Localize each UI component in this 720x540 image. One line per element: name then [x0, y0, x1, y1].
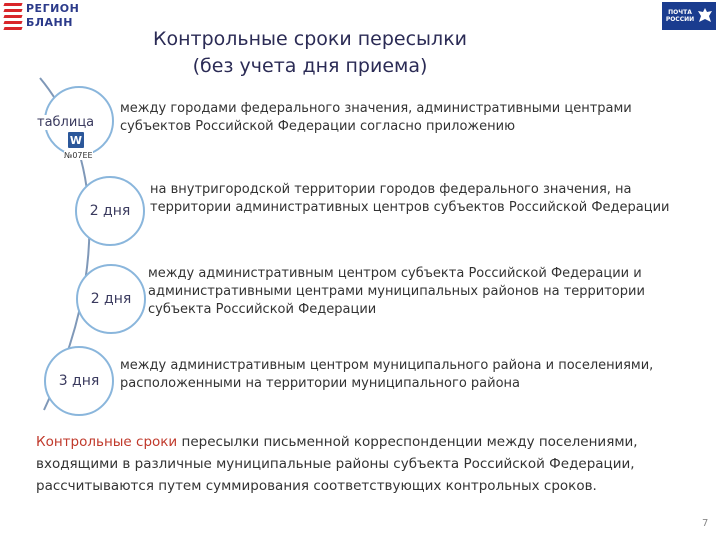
title-line1: Контрольные сроки пересылки: [152, 28, 468, 50]
word-document-icon[interactable]: W: [69, 133, 83, 147]
region-blank-logo: [4, 2, 80, 32]
item-text-3days: между административным центром муниципального района и поселениями, расположенными на территории муниципального района: [120, 358, 654, 391]
eagle-icon: [697, 6, 713, 26]
page-number: 7: [702, 518, 709, 529]
badge-2days-a-label: 2 дня: [89, 203, 131, 219]
badge-circle-3days: [44, 346, 114, 416]
pochta-rossii-logo: [662, 2, 716, 30]
badge-table-label: таблица: [37, 115, 95, 130]
item-text-2days-a: на внутригородской территории городов федерального значения, на территории административных центров субъектов Российской Федерации: [150, 182, 670, 215]
attachment-note: №07ЕЕ: [64, 151, 93, 160]
pochta-logo-line1: ПОЧТА: [668, 9, 692, 16]
badge-circle-table: [37, 86, 114, 160]
badge-circle-2days-a: [75, 176, 145, 246]
logo-line1: РЕГИОН: [26, 2, 80, 15]
item-text-2days-b: между административным центром субъекта Российской Федерации и административными центрами муниципальных районов на территории субъекта Российской Федерации: [148, 266, 645, 317]
footer-highlight: Контрольные сроки: [36, 434, 178, 450]
badge-2days-b-label: 2 дня: [90, 291, 132, 307]
footer-note: [36, 431, 716, 497]
page-title: [150, 26, 470, 80]
badge-circle-2days-b: [76, 264, 146, 334]
badge-3days-label: 3 дня: [58, 373, 100, 389]
title-line2: (без учета дня приема): [192, 55, 428, 77]
logo-stripes-icon: [4, 2, 22, 32]
footer-rest: пересылки письменной корреспонденции между поселениями, входящими в различные муниципальные районы субъекта Российской Федерации, рассчитываются путем суммирования соответствующих контрольных сроков.: [36, 434, 638, 494]
logo-line2: БЛАНН: [26, 16, 73, 29]
pochta-logo-line2: РОССИИ: [665, 16, 695, 23]
item-text-table: между городами федерального значения, административными центрами субъектов Российской Федерации согласно приложению: [120, 101, 632, 134]
